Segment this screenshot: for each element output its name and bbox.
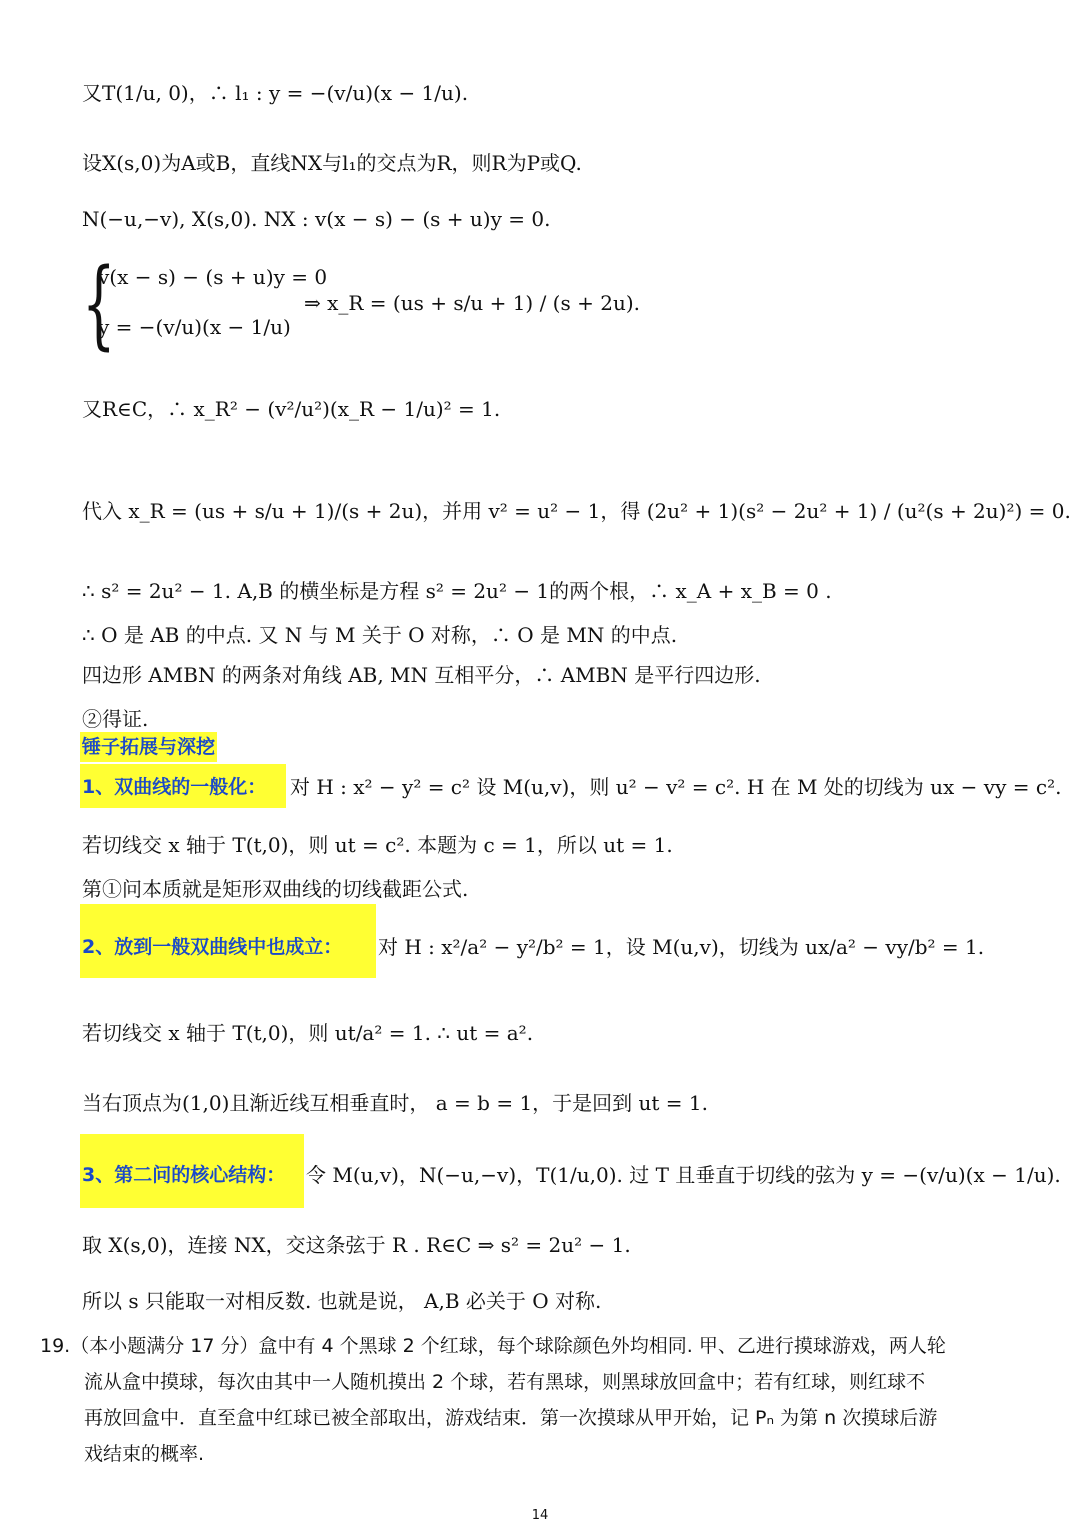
text-line: 对 H : x²/a² − y²/b² = 1，设 M(u,v)，切线为 ux/a² − vy/b² = 1. [378, 935, 985, 959]
text-line: 四边形 AMBN 的两条对角线 AB, MN 互相平分，∴ AMBN 是平行四边形. [82, 663, 761, 687]
highlight-heading: 1、双曲线的一般化： [82, 776, 267, 798]
left-brace: { [82, 248, 116, 360]
text-line: 代入 x_R = (us + s/u + 1)/(s + 2u)，并用 v² = u² − 1，得 (2u² + 1)(s² − 2u² + 1) / (u²(s + 2u)²) = 0. [82, 499, 1071, 523]
highlight-heading: 2、放到一般双曲线中也成立： [82, 936, 343, 958]
text-line: 第①问本质就是矩形双曲线的切线截距公式. [82, 877, 469, 901]
text-line: 若切线交 x 轴于 T(t,0)，则 ut/a² = 1. ∴ ut = a². [82, 1021, 534, 1045]
text-line: 又T(1/u, 0)，∴ l₁ : y = −(v/u)(x − 1/u). [82, 81, 469, 105]
system-eq-2: y = −(v/u)(x − 1/u) [98, 315, 291, 339]
text-line: ∴ s² = 2u² − 1. A,B 的横坐标是方程 s² = 2u² − 1的两个根，∴ x_A + x_B = 0 . [82, 579, 832, 603]
question-text: （本小题满分 17 分）盒中有 4 个黑球 2 个红球，每个球除颜色外均相同. 甲、乙进行摸球游戏，两人轮 [70, 1335, 946, 1357]
question-19 [40, 1328, 1044, 1472]
text-line: 又R∈C，∴ x_R² − (v²/u²)(x_R − 1/u)² = 1. [82, 397, 501, 421]
page-number: 14 [531, 1508, 549, 1523]
text-line: 令 M(u,v)，N(−u,−v)，T(1/u,0). 过 T 且垂直于切线的弦为 y = −(v/u)(x − 1/u). [306, 1163, 1061, 1187]
text-line: ∴ O 是 AB 的中点. 又 N 与 M 关于 O 对称，∴ O 是 MN 的中点. [82, 623, 678, 647]
text-line: 取 X(s,0)，连接 NX，交这条弦于 R . R∈C ⇒ s² = 2u² − 1. [82, 1233, 631, 1257]
text-line: N(−u,−v), X(s,0). NX : v(x − s) − (s + u)y = 0. [82, 207, 551, 231]
text-line: 所以 s 只能取一对相反数. 也就是说， A,B 必关于 O 对称. [82, 1289, 602, 1313]
question-line: 再放回盒中．直至盒中红球已被全部取出，游戏结束．第一次摸球从甲开始，记 Pₙ 为第 n 次摸球后游 [84, 1407, 938, 1429]
question-line [40, 1328, 1044, 1364]
text-line: ②得证. [82, 707, 149, 731]
text-line: 对 H : x² − y² = c² 设 M(u,v)，则 u² − v² = c². H 在 M 处的切线为 ux − vy = c². [290, 775, 1062, 799]
question-number: 19. [40, 1335, 71, 1357]
section-title: 锤子拓展与深挖 [80, 732, 217, 762]
text-line: 设X(s,0)为A或B，直线NX与l₁的交点为R，则R为P或Q. [82, 151, 582, 175]
highlight-heading: 3、第二问的核心结构： [82, 1164, 286, 1186]
system-eq-1: v(x − s) − (s + u)y = 0 [98, 265, 328, 289]
text-line: 当右顶点为(1,0)且渐近线互相垂直时， a = b = 1，于是回到 ut = 1. [82, 1091, 708, 1115]
system-result: ⇒ x_R = (us + s/u + 1) / (s + 2u). [304, 291, 640, 315]
equation-system [82, 248, 682, 360]
question-line: 流从盒中摸球，每次由其中一人随机摸出 2 个球，若有黑球，则黑球放回盒中；若有红球，则红球不 [84, 1371, 926, 1393]
question-line: 戏结束的概率. [84, 1443, 205, 1465]
text-line: 若切线交 x 轴于 T(t,0)，则 ut = c². 本题为 c = 1，所以 ut = 1. [82, 833, 673, 857]
